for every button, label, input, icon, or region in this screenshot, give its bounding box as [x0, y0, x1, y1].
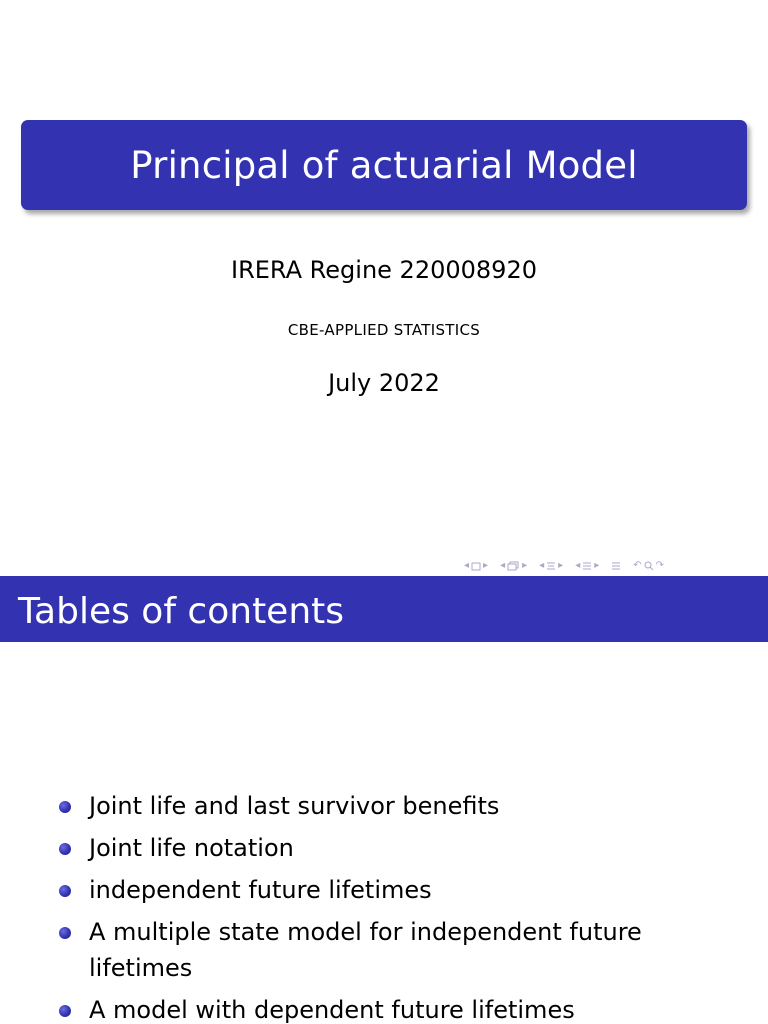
list-item-text: A multiple state model for independent future lifetimes [89, 918, 642, 982]
nav-subsection-group[interactable] [539, 561, 563, 571]
nav-prev-slide-group[interactable] [464, 561, 488, 571]
institute-name: CBE-APPLIED STATISTICS [287, 321, 481, 339]
nav-right-arrow-icon[interactable]: ▸ [522, 560, 528, 571]
bullet-icon [59, 1005, 71, 1017]
nav-frame-group[interactable] [500, 561, 527, 571]
nav-search-icon[interactable] [644, 561, 654, 571]
bullet-icon [59, 885, 71, 897]
nav-left-arrow-icon[interactable]: ◂ [464, 560, 470, 571]
presentation-title: Principal of actuarial Model [130, 143, 638, 187]
list-item [0, 872, 768, 908]
nav-document-icon[interactable] [611, 561, 621, 571]
nav-back-icon[interactable]: ↶ [633, 560, 642, 571]
bullet-icon [59, 843, 71, 855]
list-item [0, 830, 768, 866]
nav-document-group[interactable] [611, 561, 621, 571]
frame-title: Tables of contents [18, 590, 345, 632]
nav-left-arrow-icon[interactable]: ◂ [575, 560, 581, 571]
bullet-icon [59, 927, 71, 939]
nav-search-group[interactable] [633, 561, 664, 571]
nav-left-arrow-icon[interactable]: ◂ [539, 560, 545, 571]
nav-right-arrow-icon[interactable]: ▸ [594, 560, 600, 571]
nav-prev-slide-icon[interactable] [471, 562, 481, 571]
nav-subsection-icon[interactable] [546, 561, 556, 571]
contents-slide [0, 576, 768, 1024]
nav-right-arrow-icon[interactable]: ▸ [483, 560, 489, 571]
list-item-text: Joint life notation [89, 834, 294, 862]
nav-frame-icon[interactable] [507, 561, 520, 571]
list-item-text: Joint life and last survivor benefits [89, 792, 500, 820]
list-item [0, 788, 768, 824]
nav-forward-icon[interactable]: ↷ [655, 560, 665, 571]
list-item [0, 914, 768, 986]
list-item-text: A model with dependent future lifetimes [89, 996, 575, 1024]
author-name: IRERA Regine 220008920 [231, 256, 537, 284]
list-item [0, 992, 768, 1024]
nav-right-arrow-icon[interactable]: ▸ [558, 560, 564, 571]
nav-section-group[interactable] [575, 561, 599, 571]
bullet-icon [59, 801, 71, 813]
presentation-date: July 2022 [328, 369, 440, 397]
beamer-navigation-bar [464, 558, 764, 574]
title-box [21, 120, 747, 210]
contents-list [0, 788, 768, 1024]
nav-section-icon[interactable] [582, 561, 592, 571]
nav-left-arrow-icon[interactable]: ◂ [500, 560, 506, 571]
frametitle-bar [0, 576, 768, 642]
list-item-text: independent future lifetimes [89, 876, 432, 904]
